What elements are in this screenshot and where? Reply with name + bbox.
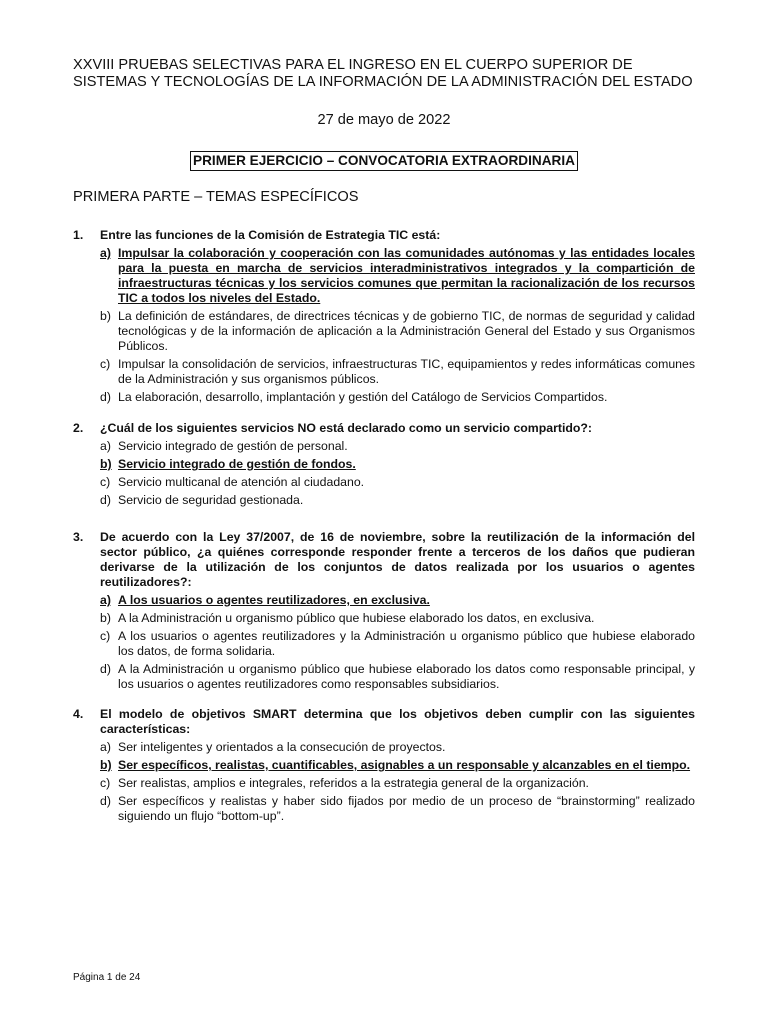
option-d: [100, 794, 695, 824]
option-letter: c): [100, 475, 111, 489]
option-b: [100, 611, 695, 626]
exercise-heading: PRIMER EJERCICIO – CONVOCATORIA EXTRAORDINARIA: [190, 151, 578, 171]
option-text: Ser específicos y realistas y haber sido fijados por medio de un proceso de “brainstorming” realizado siguiendo un flujo “bottom-up”.: [118, 794, 695, 823]
option-text: A los usuarios o agentes reutilizadores y la Administración u organismo público que hubiese elaborado los datos, de forma solidaria.: [118, 629, 695, 658]
exam-title: XXVIII PRUEBAS SELECTIVAS PARA EL INGRESO EN EL CUERPO SUPERIOR DE SISTEMAS Y TECNOLOGÍAS DE LA INFORMACIÓN DE LA ADMINISTRACIÓN DEL ESTADO: [73, 57, 693, 90]
option-letter: d): [100, 390, 111, 404]
option-text: Ser específicos, realistas, cuantificables, asignables a un responsable y alcanzables en el tiempo.: [118, 758, 691, 772]
option-d: [100, 493, 695, 508]
question-text: El modelo de objetivos SMART determina que los objetivos deben cumplir con las siguientes características:: [100, 707, 695, 736]
option-b: [100, 309, 695, 354]
option-letter: a): [100, 593, 111, 607]
option-c: [100, 475, 695, 490]
option-a-correct: [100, 246, 695, 306]
option-b-correct: [100, 758, 695, 773]
question-stem: [73, 421, 695, 436]
option-text: La elaboración, desarrollo, implantación y gestión del Catálogo de Servicios Compartidos.: [118, 390, 608, 404]
option-text: Servicio integrado de gestión de personal.: [118, 439, 348, 453]
option-letter: b): [100, 309, 111, 323]
exercise-heading-wrap: [0, 151, 768, 171]
option-c: [100, 357, 695, 387]
option-letter: c): [100, 357, 111, 371]
option-c: [100, 776, 695, 791]
option-text: Servicio multicanal de atención al ciudadano.: [118, 475, 365, 489]
question-number: 1.: [73, 228, 84, 242]
option-text: Servicio integrado de gestión de fondos.: [118, 457, 356, 471]
question-number: 3.: [73, 530, 84, 544]
question-1: [73, 228, 695, 405]
option-text: A los usuarios o agentes reutilizadores, en exclusiva.: [118, 593, 430, 607]
option-letter: d): [100, 662, 111, 676]
option-letter: a): [100, 246, 111, 260]
question-4: [73, 707, 695, 824]
question-text: Entre las funciones de la Comisión de Estrategia TIC está:: [100, 228, 441, 242]
option-d: [100, 662, 695, 692]
option-c: [100, 629, 695, 659]
question-stem: [73, 707, 695, 737]
option-text: Impulsar la consolidación de servicios, infraestructuras TIC, equipamientos y redes informáticas comunes de la Administración y sus organismos públicos.: [118, 357, 695, 386]
option-text: Ser inteligentes y orientados a la consecución de proyectos.: [118, 740, 446, 754]
question-number: 4.: [73, 707, 84, 721]
option-a: [100, 740, 695, 755]
option-letter: d): [100, 794, 111, 808]
option-letter: c): [100, 629, 111, 643]
question-stem: [73, 228, 695, 243]
option-text: La definición de estándares, de directrices técnicas y de gobierno TIC, de normas de seguridad y calidad tecnológicas y de la información de aplicación a la Administración General del Estado y sus Organismos Públicos.: [118, 309, 695, 353]
option-a: [100, 439, 695, 454]
option-letter: a): [100, 740, 111, 754]
option-a-correct: [100, 593, 695, 608]
option-letter: b): [100, 758, 112, 772]
option-text: Ser realistas, amplios e integrales, referidos a la estrategia general de la organización.: [118, 776, 589, 790]
option-text: A la Administración u organismo público que hubiese elaborado los datos como responsable principal, y los usuarios o agentes reutilizadores como responsables subsidiarios.: [118, 662, 695, 691]
question-number: 2.: [73, 421, 84, 435]
option-letter: d): [100, 493, 111, 507]
option-letter: c): [100, 776, 111, 790]
option-letter: b): [100, 457, 112, 471]
question-stem: [73, 530, 695, 590]
question-text: ¿Cuál de los siguientes servicios NO está declarado como un servicio compartido?:: [100, 421, 593, 435]
option-letter: a): [100, 439, 111, 453]
question-text: De acuerdo con la Ley 37/2007, de 16 de noviembre, sobre la reutilización de la información del sector público, ¿a quiénes corresponde responder frente a terceros de los daños que pudieran derivarse de la utilización de los conjuntos de datos realizada por los usuarios o agentes reutilizadores?:: [100, 530, 695, 589]
option-d: [100, 390, 695, 405]
option-b-correct: [100, 457, 695, 472]
option-text: Impulsar la colaboración y cooperación con las comunidades autónomas y las entidades locales para la puesta en marcha de servicios interadministrativos integrados y la compartición de infraestructuras técnicas y los servicios comunes que permitan la racionalización de los recursos TIC a todos los niveles del Estado.: [118, 246, 695, 305]
page-number: Página 1 de 24: [73, 972, 141, 983]
question-3: [73, 530, 695, 692]
option-text: A la Administración u organismo público que hubiese elaborado los datos, en exclusiva.: [118, 611, 595, 625]
exam-date: 27 de mayo de 2022: [317, 112, 451, 128]
question-2: [73, 421, 695, 508]
option-letter: b): [100, 611, 111, 625]
part-heading: PRIMERA PARTE – TEMAS ESPECÍFICOS: [73, 189, 359, 205]
option-text: Servicio de seguridad gestionada.: [118, 493, 304, 507]
